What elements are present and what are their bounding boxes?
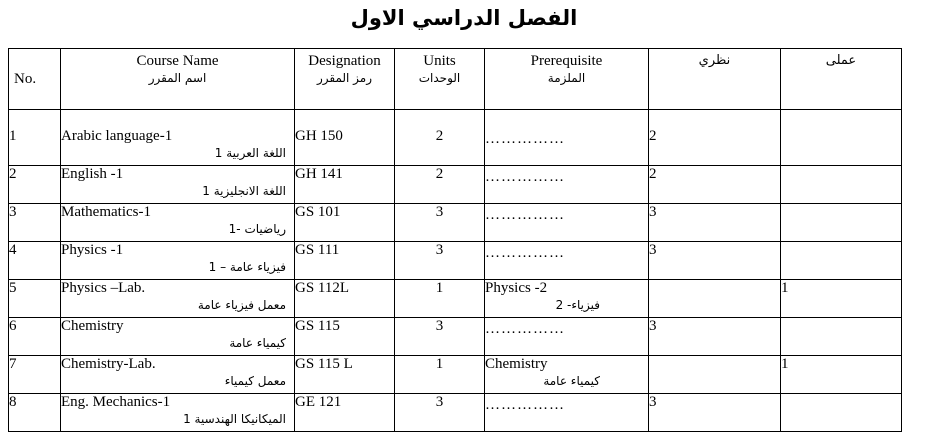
theory-hours: 3 [649, 394, 781, 432]
course-units: 3 [395, 318, 485, 356]
prerequisite-cell [485, 318, 649, 356]
course-code: GS 115 [295, 318, 395, 356]
table-row [9, 280, 902, 318]
course-name-cell [61, 356, 295, 394]
row-number: 7 [9, 356, 61, 394]
theory-hours [649, 356, 781, 394]
course-name-en: Eng. Mechanics-1 [61, 394, 171, 410]
course-units: 1 [395, 280, 485, 318]
course-name-ar: رياضيات -1 [228, 222, 286, 236]
course-name-en: Mathematics-1 [61, 204, 151, 220]
table-row [9, 394, 902, 432]
course-name-en: Arabic language-1 [61, 128, 173, 144]
header-course-name-en: Course Name [136, 53, 219, 69]
prerequisite-cell [485, 166, 649, 204]
lab-hours [781, 318, 902, 356]
prerequisite-cell [485, 356, 649, 394]
course-name-ar: اللغة الانجليزية 1 [202, 184, 286, 198]
course-code: GH 150 [295, 110, 395, 166]
header-prerequisite [485, 49, 649, 110]
lab-hours: 1 [781, 356, 902, 394]
header-units-ar: الوحدات [418, 71, 461, 85]
prerequisite-en: …………… [485, 321, 565, 337]
lab-hours [781, 394, 902, 432]
course-name-en: Chemistry-Lab. [61, 356, 156, 372]
course-name-en: Physics -1 [61, 242, 124, 258]
course-name-cell [61, 204, 295, 242]
course-units: 3 [395, 204, 485, 242]
row-number: 8 [9, 394, 61, 432]
course-name-en: Physics –Lab. [61, 280, 146, 296]
header-course-name [61, 49, 295, 110]
prerequisite-ar: فيزياء- 2 [555, 298, 600, 312]
lab-hours: 1 [781, 280, 902, 318]
header-no: No. [9, 49, 61, 110]
theory-hours: 2 [649, 166, 781, 204]
course-name-cell [61, 166, 295, 204]
table-row [9, 356, 902, 394]
table-body [9, 110, 902, 432]
prerequisite-en: Chemistry [485, 356, 548, 372]
course-units: 2 [395, 166, 485, 204]
lab-hours [781, 242, 902, 280]
prerequisite-en: Physics -2 [485, 280, 548, 296]
prerequisite-cell [485, 110, 649, 166]
course-name-ar: كيمياء عامة [229, 336, 286, 350]
row-number: 6 [9, 318, 61, 356]
theory-hours: 3 [649, 318, 781, 356]
prerequisite-en: …………… [485, 397, 565, 413]
course-name-cell [61, 394, 295, 432]
header-prerequisite-en: Prerequisite [530, 53, 603, 69]
course-name-en: English -1 [61, 166, 124, 182]
course-units: 3 [395, 242, 485, 280]
course-code: GH 141 [295, 166, 395, 204]
course-units: 3 [395, 394, 485, 432]
prerequisite-en: …………… [485, 169, 565, 185]
prerequisite-en: …………… [485, 131, 565, 147]
header-prerequisite-ar: الملزمة [547, 71, 586, 85]
header-designation-ar: رمز المقرر [316, 71, 373, 85]
header-units-en: Units [423, 53, 456, 69]
table-row [9, 318, 902, 356]
theory-hours [649, 280, 781, 318]
header-designation-en: Designation [308, 53, 381, 69]
course-code: GS 111 [295, 242, 395, 280]
course-units: 2 [395, 110, 485, 166]
course-name-ar: معمل كيمياء [224, 374, 286, 388]
course-table [8, 48, 902, 432]
lab-hours [781, 166, 902, 204]
course-code: GS 101 [295, 204, 395, 242]
course-code: GS 112L [295, 280, 395, 318]
row-number: 1 [9, 110, 61, 166]
table-row [9, 166, 902, 204]
table-header-row [9, 49, 902, 110]
header-units [395, 49, 485, 110]
table-row [9, 204, 902, 242]
course-code: GS 115 L [295, 356, 395, 394]
header-theory: نظري [649, 49, 781, 110]
prerequisite-cell [485, 204, 649, 242]
course-code: GE 121 [295, 394, 395, 432]
header-designation [295, 49, 395, 110]
course-name-en: Chemistry [61, 318, 124, 334]
course-name-ar: فيزياء عامة – 1 [208, 260, 286, 274]
prerequisite-cell [485, 280, 649, 318]
course-name-ar: الميكانيكا الهندسية 1 [183, 412, 286, 426]
theory-hours: 2 [649, 110, 781, 166]
course-name-cell [61, 242, 295, 280]
theory-hours: 3 [649, 242, 781, 280]
course-units: 1 [395, 356, 485, 394]
course-name-cell [61, 280, 295, 318]
row-number: 4 [9, 242, 61, 280]
row-number: 3 [9, 204, 61, 242]
prerequisite-en: …………… [485, 207, 565, 223]
course-name-ar: اللغة العربية 1 [214, 146, 286, 160]
header-course-name-ar: اسم المقرر [148, 71, 207, 85]
row-number: 2 [9, 166, 61, 204]
row-number: 5 [9, 280, 61, 318]
lab-hours [781, 110, 902, 166]
prerequisite-cell [485, 242, 649, 280]
course-name-cell [61, 110, 295, 166]
theory-hours: 3 [649, 204, 781, 242]
course-name-ar: معمل فيزياء عامة [197, 298, 286, 312]
page-title: الفصل الدراسي الاول [350, 6, 578, 30]
prerequisite-ar: كيمياء عامة [543, 374, 600, 388]
prerequisite-cell [485, 394, 649, 432]
lab-hours [781, 204, 902, 242]
prerequisite-en: …………… [485, 245, 565, 261]
table-row [9, 110, 902, 166]
header-lab: عملى [781, 49, 902, 110]
table-row [9, 242, 902, 280]
course-name-cell [61, 318, 295, 356]
